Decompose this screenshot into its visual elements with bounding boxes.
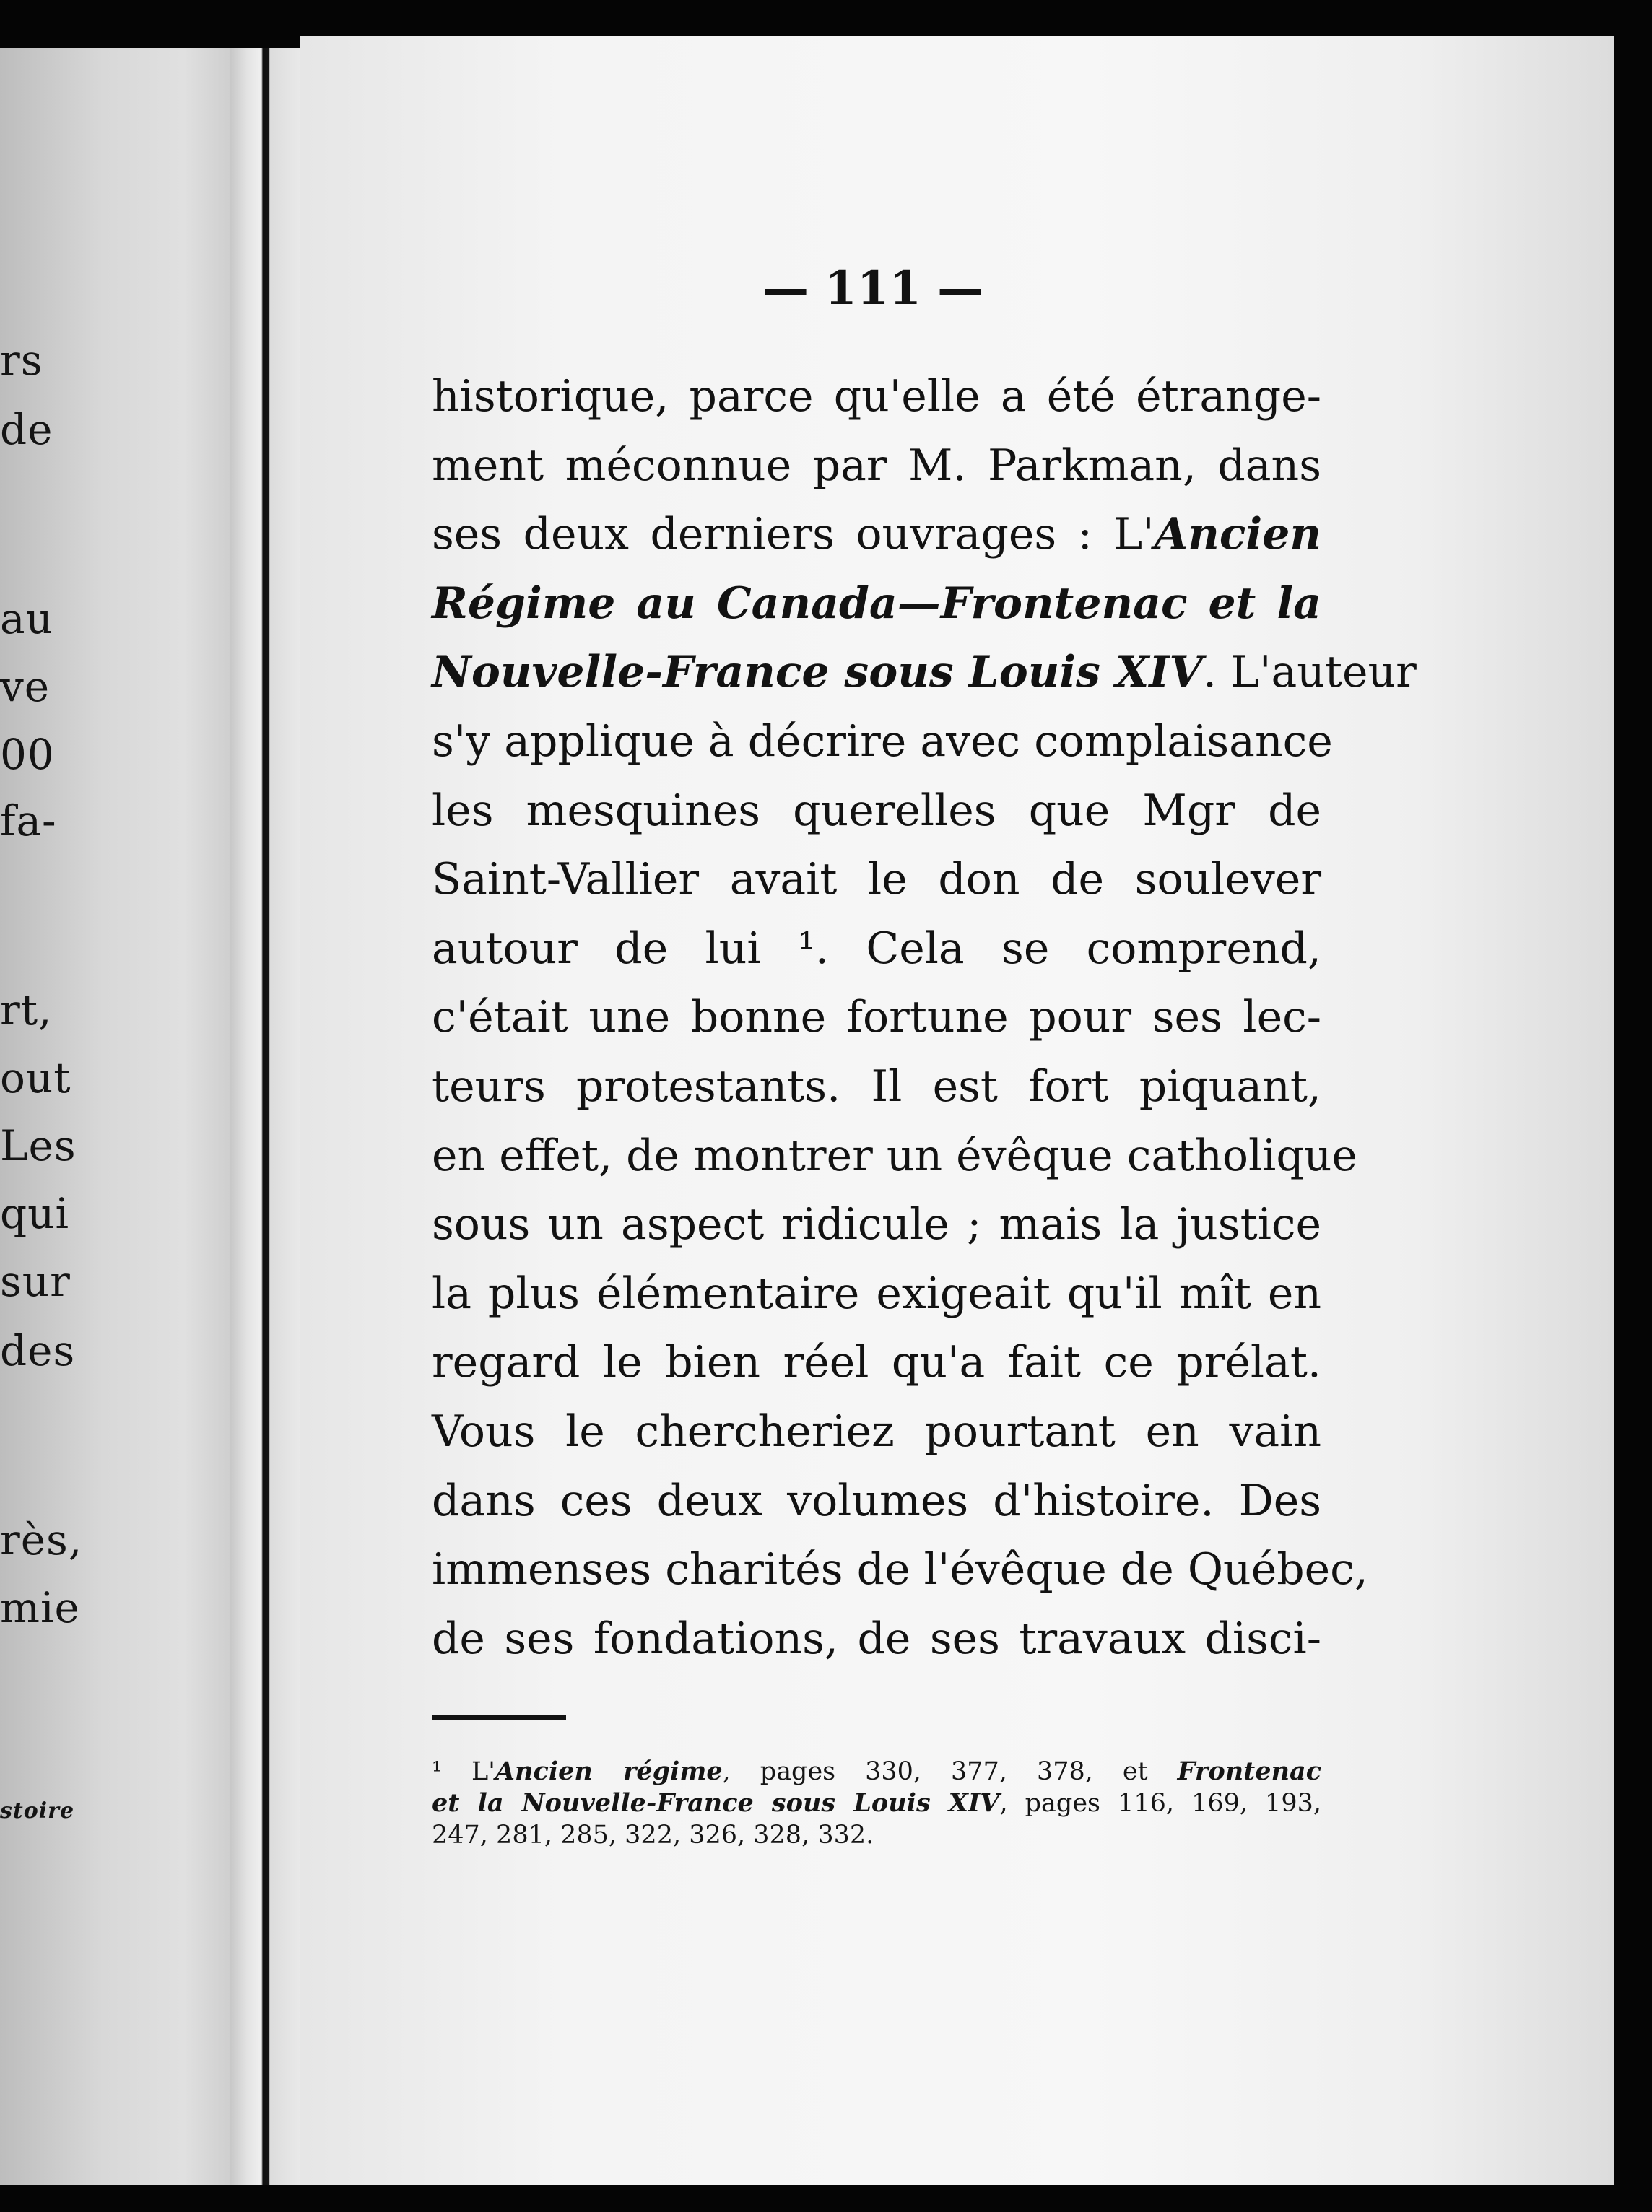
facing-page-fragment: rs [0,336,43,385]
facing-page [0,48,230,2185]
facing-page-fragment: au [0,594,53,643]
footnote-marker: ¹ [432,1757,443,1786]
footnote-text: , pages 330, 377, 378, et [722,1757,1148,1786]
body-text-span: ses deux derniers ouvrages : L' [432,509,1155,560]
facing-page-fragment: mie [0,1583,80,1632]
body-line: la plus élémentaire exigeait qu'il mît en [432,1268,1321,1319]
footnote [432,1756,1321,1851]
footnote-title-frontenac: Frontenac [1177,1756,1322,1786]
facing-page-fragment-stoire: stoire [0,1798,75,1824]
body-line: les mesquines querelles que Mgr de [432,785,1321,836]
facing-page-fragment: ve [0,662,51,711]
footnote-line-3: 247, 281, 285, 322, 326, 328, 332. [432,1821,874,1850]
body-text-span: . L'auteur [1203,647,1417,698]
body-line: s'y applique à décrire avec complaisance [432,715,1333,767]
facing-page-fragment: rès, [0,1515,83,1564]
body-line: de ses fondations, de ses travaux disci- [432,1613,1321,1664]
facing-page-fragment: fa- [0,796,57,845]
book-gutter [230,48,300,2185]
body-line: Saint-Vallier avait le don de soulever [432,854,1321,905]
body-line: autour de lui ¹. Cela se comprend, [432,923,1321,974]
body-line: sous un aspect ridicule ; mais la justice [432,1199,1321,1250]
body-line: dans ces deux volumes d'histoire. Des [432,1475,1321,1526]
facing-page-fragment: sur [0,1257,71,1306]
body-line: ment méconnue par M. Parkman, dans [432,440,1321,491]
body-line [432,638,1417,707]
body-line: immenses charités de l'évêque de Québec, [432,1544,1368,1595]
facing-page-fragment: des [0,1326,76,1375]
book-title: Ancien [1154,509,1321,560]
book-title-line: Régime au Canada—Frontenac et la [432,578,1321,629]
footnote-line-1 [432,1756,1321,1788]
body-line [432,500,1321,570]
facing-page-fragment: de [0,405,53,454]
footnote-rule [432,1715,566,1720]
footnote-title-ancien-regime: Ancien régime [495,1756,723,1786]
page-number: — 111 — [762,261,984,315]
facing-page-fragment: 00 [0,730,55,779]
body-line: en effet, de montrer un évêque catholique [432,1130,1357,1181]
facing-page-fragment: rt, [0,985,53,1035]
body-text [432,362,1417,1673]
book-title: Nouvelle-France sous Louis XIV [432,647,1203,698]
footnote-text: , pages 116, 169, 193, [999,1789,1321,1818]
body-line: Vous le chercheriez pourtant en vain [432,1406,1321,1457]
body-line: historique, parce qu'elle a été étrange- [432,371,1321,422]
footnote-title-nouvelle-france: et la Nouvelle-France sous Louis XIV [432,1788,1000,1818]
facing-page-fragment: Les [0,1121,77,1170]
footnote-line-2 [432,1788,1321,1819]
footnote-text: L' [471,1757,495,1786]
body-line: regard le bien réel qu'a fait ce prélat. [432,1337,1321,1388]
body-line: teurs protestants. Il est fort piquant, [432,1061,1321,1112]
body-line: c'était une bonne fortune pour ses lec- [432,992,1321,1043]
facing-page-fragment: out [0,1053,71,1102]
facing-page-fragment: qui [0,1189,70,1238]
